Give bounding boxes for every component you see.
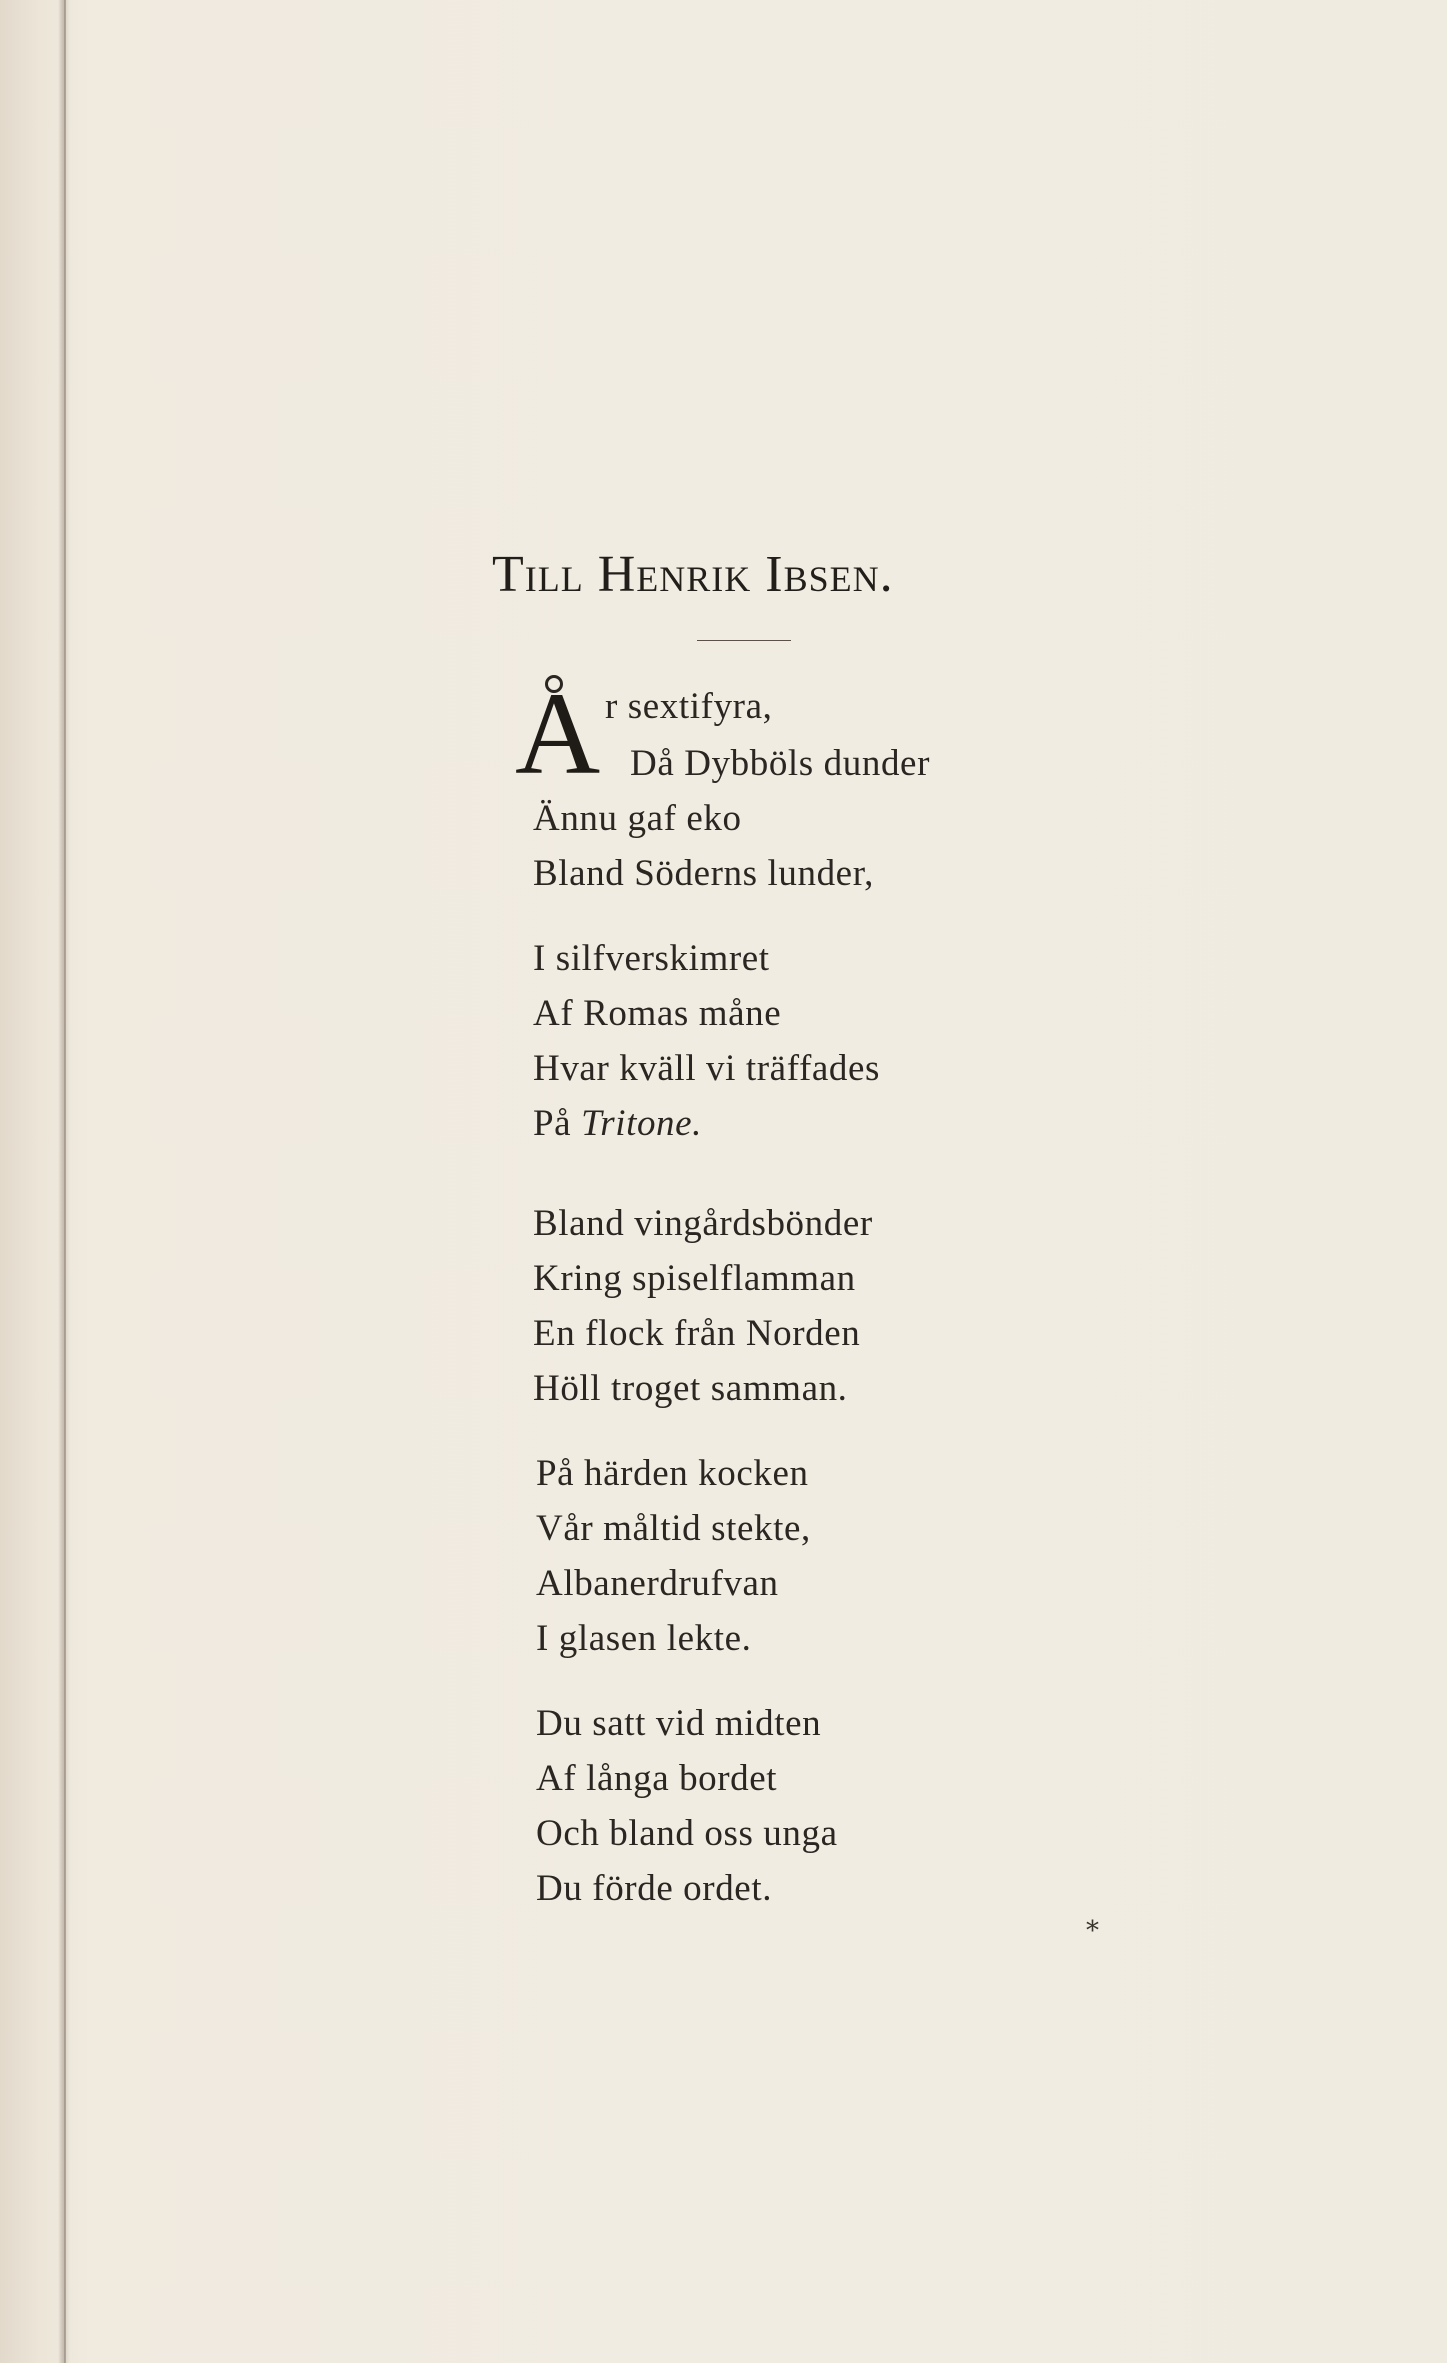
poem-line: Hvar kväll vi träffades xyxy=(533,1048,881,1089)
poem-line xyxy=(533,1105,702,1142)
poem-line: Ännu gaf eko xyxy=(533,798,742,839)
poem-line: Bland Söderns lunder, xyxy=(533,853,874,894)
poem-line: En flock från Norden xyxy=(533,1313,861,1354)
poem-line: I silfverskimret xyxy=(533,938,770,979)
poem-line: Af långa bordet xyxy=(536,1758,778,1799)
poem-line: Vår måltid stekte, xyxy=(536,1508,811,1549)
poem-line: På härden kocken xyxy=(536,1453,809,1494)
drop-cap-initial: A xyxy=(515,668,601,799)
poem-line: Du förde ordet. xyxy=(536,1868,773,1909)
poem-line: r sextifyra, xyxy=(605,686,773,727)
title-divider xyxy=(697,640,791,641)
poem-word: På xyxy=(533,1103,572,1144)
poem-word-italic: Tritone. xyxy=(581,1103,703,1144)
poem-line: Af Romas måne xyxy=(533,993,782,1034)
poem-line: Bland vingårdsbönder xyxy=(533,1203,873,1244)
poem-line: Och bland oss unga xyxy=(536,1813,838,1854)
poem-line: Albanerdrufvan xyxy=(536,1563,779,1604)
poem-line: Höll troget samman. xyxy=(533,1368,848,1409)
page-gutter-line xyxy=(64,0,66,2363)
poem-title: Till Henrik Ibsen. xyxy=(492,546,894,603)
signature-mark: * xyxy=(1086,1916,1099,1946)
poem-line: I glasen lekte. xyxy=(536,1618,752,1659)
poem-line: Kring spiselflamman xyxy=(533,1258,856,1299)
poem-line: Du satt vid midten xyxy=(536,1703,822,1744)
poem-line: Då Dybböls dunder xyxy=(630,743,930,784)
